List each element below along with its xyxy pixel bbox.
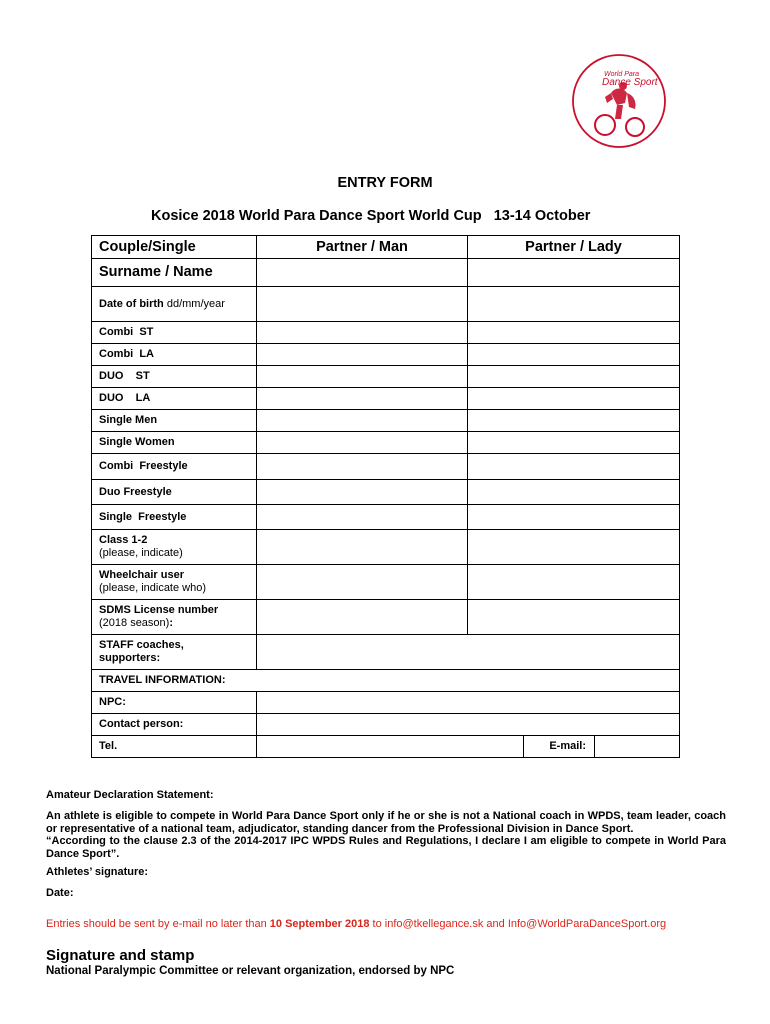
- row-label-category: Duo Freestyle: [92, 480, 257, 505]
- partner-lady-field[interactable]: [468, 388, 680, 410]
- partner-man-surname-field[interactable]: [257, 259, 468, 287]
- partner-man-wheelchair-field[interactable]: [257, 565, 468, 600]
- row-label-category: DUO ST: [92, 366, 257, 388]
- partner-man-field[interactable]: [257, 388, 468, 410]
- table-row: [92, 505, 680, 530]
- world-para-dance-sport-logo: [571, 53, 667, 149]
- partner-man-class-field[interactable]: [257, 530, 468, 565]
- partner-man-field[interactable]: [257, 432, 468, 454]
- table-row: [92, 714, 680, 736]
- partner-lady-field[interactable]: [468, 505, 680, 530]
- row-label-category: Combi Freestyle: [92, 454, 257, 480]
- table-row: [92, 410, 680, 432]
- wheelchair-hint: (please, indicate who): [99, 582, 207, 594]
- partner-man-sdms-field[interactable]: [257, 600, 468, 635]
- table-row: [92, 388, 680, 410]
- partner-lady-wheelchair-field[interactable]: [468, 565, 680, 600]
- wheelchair-label: Wheelchair user: [99, 569, 184, 581]
- partner-lady-field[interactable]: [468, 322, 680, 344]
- partner-man-dob-field[interactable]: [257, 287, 468, 322]
- partner-man-field[interactable]: [257, 366, 468, 388]
- dob-label: Date of birth: [99, 297, 164, 310]
- form-title: ENTRY FORM: [337, 175, 433, 191]
- row-label-category: Single Freestyle: [92, 505, 257, 530]
- row-label-date-of-birth: [92, 287, 257, 322]
- table-row: [92, 530, 680, 565]
- table-row: [92, 480, 680, 505]
- staff-label-line1: STAFF coaches,: [99, 639, 184, 651]
- partner-lady-field[interactable]: [468, 410, 680, 432]
- partner-lady-dob-field[interactable]: [468, 287, 680, 322]
- sdms-label: SDMS License number: [99, 604, 219, 616]
- partner-man-field[interactable]: [257, 454, 468, 480]
- event-subtitle: Kosice 2018 World Para Dance Sport World Cup 13-14 October: [151, 208, 591, 224]
- entries-note-prefix: Entries should be sent by e-mail no later than: [46, 918, 270, 930]
- travel-information-row: TRAVEL INFORMATION:: [92, 670, 680, 692]
- table-row: [92, 670, 680, 692]
- logo-text-line1: World Para: [604, 71, 640, 78]
- table-row: [92, 322, 680, 344]
- declaration-title: Amateur Declaration Statement:: [46, 789, 214, 801]
- row-label-class: [92, 530, 257, 565]
- class-hint: (please, indicate): [99, 547, 183, 559]
- row-label-category: DUO LA: [92, 388, 257, 410]
- table-row: [92, 600, 680, 635]
- partner-man-field[interactable]: [257, 344, 468, 366]
- class-label: Class 1-2: [99, 534, 148, 546]
- table-row: [92, 692, 680, 714]
- sdms-colon: :: [169, 617, 173, 629]
- signature-title: Signature and stamp: [46, 947, 195, 964]
- partner-man-field[interactable]: [257, 480, 468, 505]
- declaration-body-paragraph-2: “According to the clause 2.3 of the 2014-2017 IPC WPDS Rules and Regulations, I declare I am eligible to compete in World Para Dance Sport”.: [46, 835, 726, 860]
- email-field[interactable]: [595, 736, 679, 757]
- table-row: [92, 259, 680, 287]
- declaration-body: [46, 810, 726, 860]
- npc-field[interactable]: [257, 692, 680, 714]
- row-label-category: Combi ST: [92, 322, 257, 344]
- row-label-staff: [92, 635, 257, 670]
- partner-man-field[interactable]: [257, 410, 468, 432]
- email-row: [524, 736, 680, 758]
- row-label-category: Single Women: [92, 432, 257, 454]
- partner-lady-field[interactable]: [468, 344, 680, 366]
- table-row: [92, 344, 680, 366]
- date-label: Date:: [46, 887, 74, 899]
- partner-man-field[interactable]: [257, 505, 468, 530]
- column-header-partner-lady: Partner / Lady: [468, 236, 680, 259]
- sdms-hint: (2018 season): [99, 617, 170, 629]
- signature-subtitle: National Paralympic Committee or relevant organization, endorsed by NPC: [46, 965, 455, 977]
- row-label-surname: Surname / Name: [92, 259, 257, 287]
- partner-lady-surname-field[interactable]: [468, 259, 680, 287]
- row-label-npc: NPC:: [92, 692, 257, 714]
- entry-form-table: [91, 235, 680, 758]
- table-row: [92, 565, 680, 600]
- column-header-partner-man: Partner / Man: [257, 236, 468, 259]
- staff-field[interactable]: [257, 635, 680, 670]
- athletes-signature-label: Athletes’ signature:: [46, 866, 149, 878]
- email-label: E-mail:: [524, 736, 595, 757]
- row-label-tel: Tel.: [92, 736, 257, 758]
- partner-man-field[interactable]: [257, 322, 468, 344]
- column-header-couple-single: Couple/Single: [92, 236, 257, 259]
- partner-lady-field[interactable]: [468, 480, 680, 505]
- row-label-wheelchair: [92, 565, 257, 600]
- dob-hint: dd/mm/year: [166, 297, 225, 310]
- partner-lady-field[interactable]: [468, 432, 680, 454]
- partner-lady-class-field[interactable]: [468, 530, 680, 565]
- declaration-body-paragraph-1: An athlete is eligible to compete in World Para Dance Sport only if he or she is not a National coach in WPDS, team leader, coach or representative of a national team, adjudicator, standing dancer from the Professional Division in Dance Sport.: [46, 810, 726, 835]
- partner-lady-field[interactable]: [468, 366, 680, 388]
- staff-label-line2: supporters:: [99, 652, 161, 664]
- entries-deadline-note: [46, 918, 666, 930]
- row-label-sdms: [92, 600, 257, 635]
- table-row: [92, 736, 680, 758]
- logo-text-line2: Dance Sport: [602, 77, 658, 88]
- table-row: [92, 366, 680, 388]
- partner-lady-sdms-field[interactable]: [468, 600, 680, 635]
- row-label-category: Single Men: [92, 410, 257, 432]
- entries-note-suffix: to info@tkellegance.sk and Info@WorldParaDanceSport.org: [369, 918, 667, 930]
- contact-person-field[interactable]: [257, 714, 680, 736]
- row-label-contact-person: Contact person:: [92, 714, 257, 736]
- table-row: [92, 287, 680, 322]
- table-row: [92, 454, 680, 480]
- tel-field[interactable]: [257, 736, 524, 758]
- table-row: [92, 432, 680, 454]
- table-row: [92, 635, 680, 670]
- entries-note-deadline: 10 September 2018: [269, 918, 370, 930]
- row-label-category: Combi LA: [92, 344, 257, 366]
- partner-lady-field[interactable]: [468, 454, 680, 480]
- table-header-row: [92, 236, 680, 259]
